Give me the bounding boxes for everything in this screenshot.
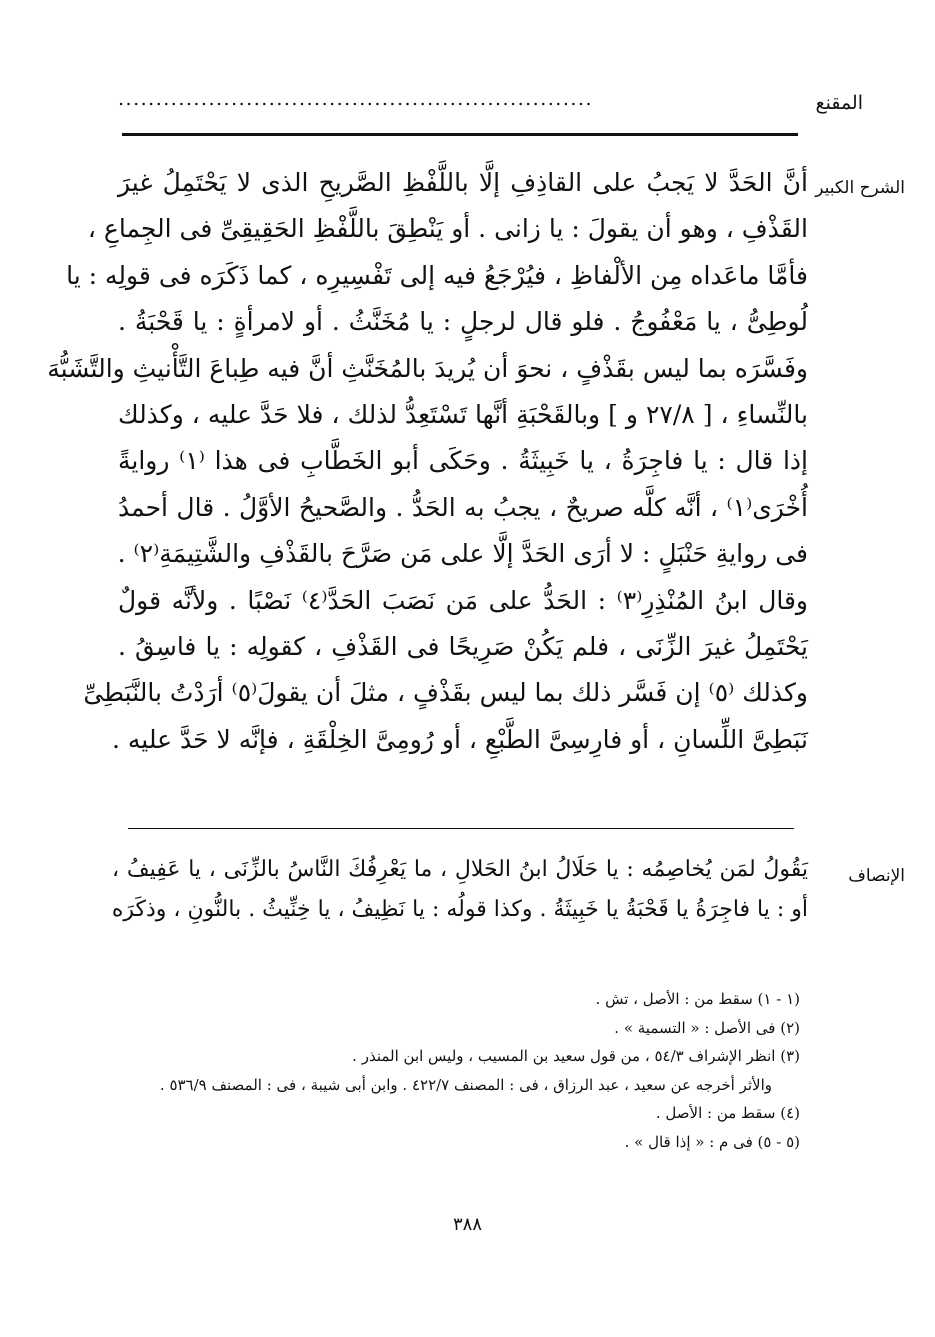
insaf-text-line: يَقُولُ لمَن يُخاصِمُه : يا حَلَالُ ابنُ الحَلالِ ، ما يَعْرِفُكَ النَّاسُ بالزِّنَى ، يا عَفِيفُ ، xyxy=(112,857,808,882)
main-text-line: بالنِّساءِ ، [ ٢٧/٨ و ] وبالقَحْبَةِ أنَّها تَسْتَعِدُّ لذلك ، فلا حَدَّ عليه ، وكذلك xyxy=(118,399,809,429)
main-text-line: إذا قال : يا فاجِرَةُ ، يا خَبِيثَةُ . وحَكَى أبو الخَطَّابِ فى هذا ⁽١⁾ روايةً xyxy=(118,446,808,476)
main-text-line: القَذْفِ ، وهو أن يقولَ : يا زانى . أو يَنْطِقَ باللَّفْظِ الحَقِيقِىِّ فى الجِماعِ ، xyxy=(87,214,808,244)
main-text-line: وقال ابنُ المُنْذِرِ⁽٣⁾ : الحَدُّ على مَن نَصَبَ الحَدَّ⁽٤⁾ نَصْبًا . ولأنَّه قولٌ xyxy=(118,585,808,615)
footnote: (١ - ١) سقط من : الأصل ، تش . xyxy=(595,990,800,1008)
header-rule xyxy=(122,133,798,136)
footnote: (٢) فى الأصل : « التسمية » . xyxy=(614,1018,800,1037)
footnote: (٥ - ٥) فى م : « إذا قال » . xyxy=(624,1132,800,1151)
main-text-line: فى روايةِ حَنْبَلٍ : لا أرَى الحَدَّ إلَّا على مَن صَرَّحَ بالقَذْفِ والشَّتِيمَةِ⁽٢⁾ . xyxy=(117,539,808,569)
header-dot-leader: ............................................................... xyxy=(118,88,593,110)
footnotes xyxy=(100,985,800,1156)
insaf-text-block xyxy=(112,850,808,930)
footnote: (٤) سقط من : الأصل . xyxy=(655,1104,800,1122)
insaf-section-label: الإنصاف xyxy=(848,866,905,886)
main-section-label: الشرح الكبير xyxy=(815,178,905,198)
main-text-block xyxy=(47,160,809,763)
section-divider xyxy=(128,828,794,829)
main-text-line: يَحْتَمِلُ غيرَ الزِّنَى ، فلم يَكُنْ صَرِيحًا فى القَذْفِ ، كقولِه : يا فاسِقُ . xyxy=(118,631,808,661)
main-text-line: وفَسَّرَه بما ليس بقَذْفٍ ، نحوَ أن يُريدَ بالمُخَنَّثِ أنَّ فيه طِباعَ التَّأْنيثِ والتَّشَبُّهَ xyxy=(47,353,808,383)
running-header-title: المقنع xyxy=(815,92,863,114)
main-text-line: وكذلك ⁽٥⁾ إن فَسَّر ذلك بما ليس بقَذْفٍ ، مثلَ أن يقولَ⁽٥⁾ أرَدْتُ بالنَّبَطِىِّ xyxy=(83,678,808,708)
main-text-line: فأمَّا ماعَداه مِن الألْفاظِ ، فيُرْجَعُ فيه إلى تَفْسِيرِه ، كما ذَكَرَه فى قولِه : يا xyxy=(66,260,808,290)
footnote: (٣) انظر الإشراف ٥٤/٣ ، من قول سعيد بن المسيب ، وليس ابن المنذر . xyxy=(352,1047,800,1065)
main-text-line: نَبَطِىَّ اللِّسانِ ، أو فارِسِىَّ الطَّبْعِ ، أو رُومِىَّ الخِلْقَةِ ، فإنَّه لا حَدَّ عليه . xyxy=(111,724,808,754)
footnote: والأثر أخرجه عن سعيد ، عبد الرزاق ، فى : المصنف ٤٢٢/٧ . وابن أبى شيبة ، فى : المصنف ٥٣٦/٩ . xyxy=(159,1075,772,1094)
main-text-line: لُوطِىُّ ، يا مَعْفُوجُ . فلو قال لرجلٍ : يا مُخَنَّثُ . أو لامرأةٍ : يا قَحْبَةُ . xyxy=(118,307,808,337)
main-text-line: أنَّ الحَدَّ لا يَجبُ على القاذِفِ إلَّا باللَّفْظِ الصَّريحِ الذى لا يَحْتَمِلُ غيرَ xyxy=(118,168,808,197)
main-text-line: أُخْرَى⁽١⁾ ، أنَّه كلَّه صريحٌ ، يجبُ به الحَدُّ . والصَّحيحُ الأوَّلُ . قال أحمدُ xyxy=(118,492,808,522)
insaf-text-line: أو : يا فاجِرَةُ يا قَحْبَةُ يا خَبِيثَةُ . وكذا قولُه : يا نَظِيفُ ، يا خِنِّيثُ . بالنُّونِ ، وذكَرَه xyxy=(111,897,808,922)
page-number: ٣٨٨ xyxy=(452,1214,482,1235)
